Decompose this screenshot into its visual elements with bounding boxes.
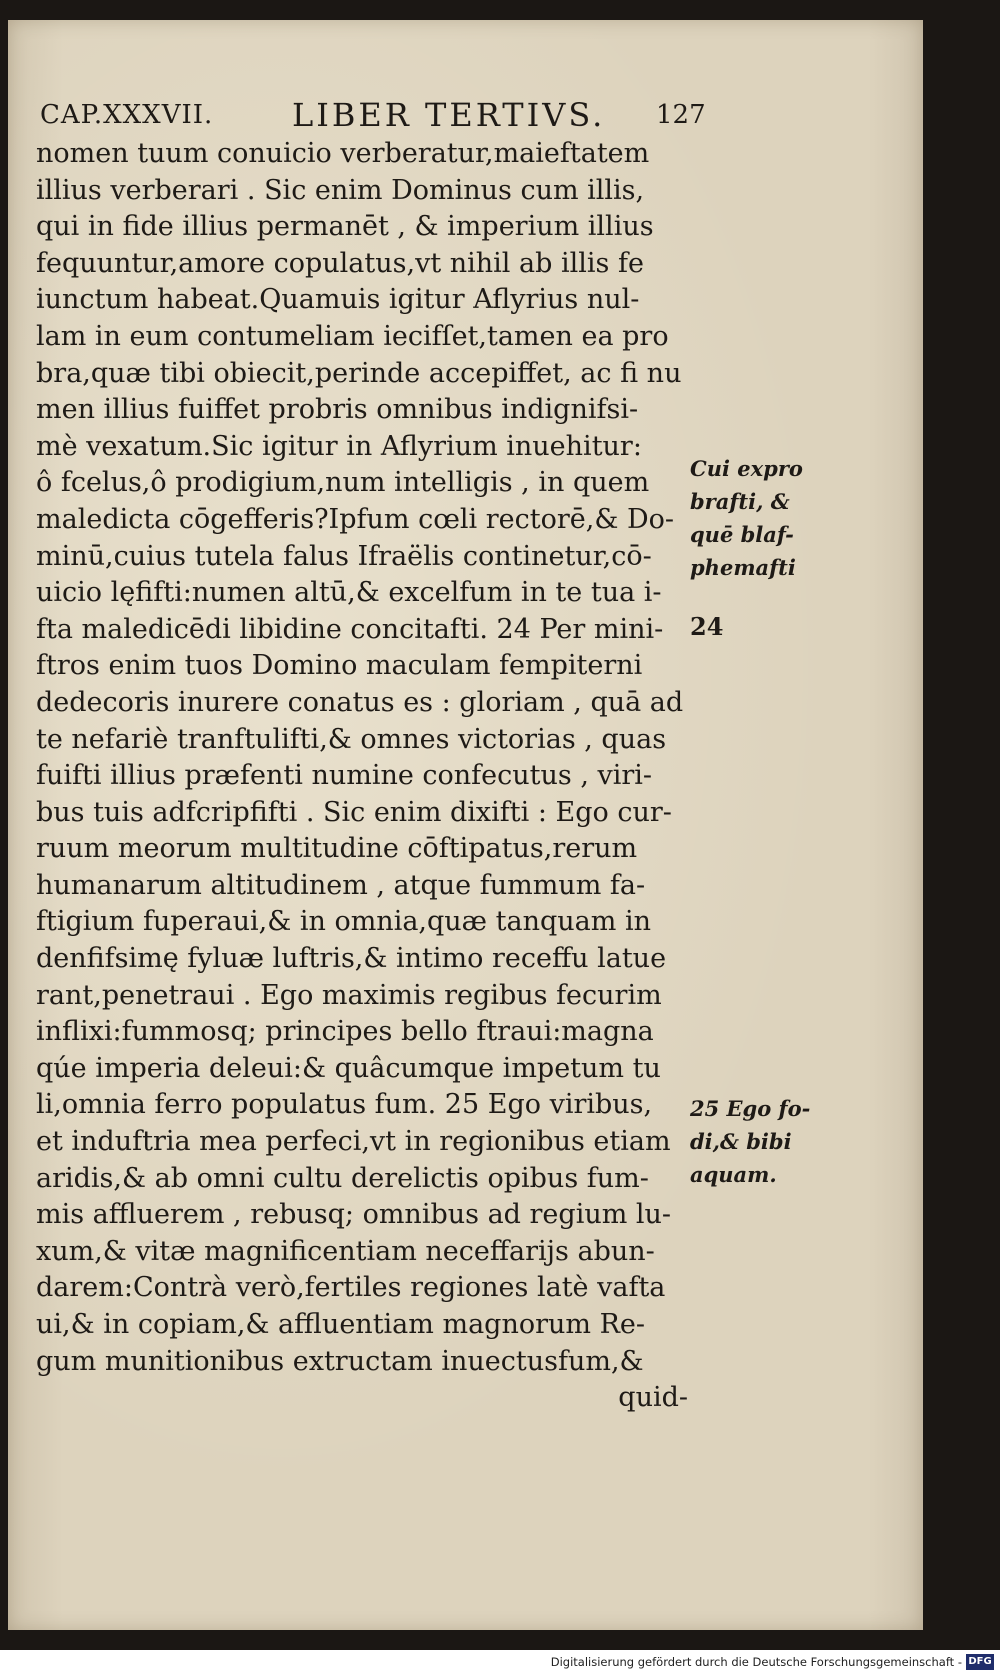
text-line: li,omnia ferro populatus fum. 25 Ego viribus,	[36, 1089, 653, 1121]
text-line: ruum meorum multitudine cōftipatus,rerum	[36, 833, 638, 865]
text-line: humanarum altitudinem , atque fummum fa-	[36, 869, 646, 901]
marginal-note-line: aquam.	[690, 1162, 777, 1187]
text-line: rant,penetraui . Ego maximis regibus fecurim	[36, 979, 662, 1011]
dfg-logo: DFG	[966, 1654, 994, 1670]
marginal-note-ego-fodi	[690, 1092, 810, 1191]
text-line: darem:Contrà verò,fertiles regiones latè vafta	[36, 1272, 666, 1304]
footer-credit: Digitalisierung gefördert durch die Deutsche Forschungsgemeinschaft -	[550, 1655, 962, 1669]
text-line: ftros enim tuos Domino maculam fempiterni	[36, 650, 643, 682]
chapter-label: CAP.XXXVII.	[40, 100, 214, 130]
book-page	[8, 20, 923, 1630]
running-header	[34, 96, 724, 136]
text-line: et induftria mea perfeci,vt in regionibus etiam	[36, 1126, 671, 1158]
text-line: men illius fuiffet probris omnibus indignifsi-	[36, 394, 639, 426]
marginal-note-verse-24	[690, 610, 723, 643]
text-line: qui in fide illius permanēt , & imperium illius	[36, 211, 654, 243]
text-line: te nefariè tranftulifti,& omnes victorias , quas	[36, 723, 667, 755]
text-line: illius verberari . Sic enim Dominus cum illis,	[36, 174, 645, 206]
marginal-note-line: di,& bibi	[690, 1129, 792, 1154]
text-line: bus tuis adfcripfifti . Sic enim dixifti : Ego cur-	[36, 796, 672, 828]
text-line: ftigium fuperaui,& in omnia,quæ tanquam in	[36, 906, 651, 938]
running-title: LIBER TERTIVS.	[292, 96, 606, 134]
text-line: aridis,& ab omni cultu derelictis opibus fum-	[36, 1162, 649, 1194]
text-line: ui,& in copiam,& affluentiam magnorum Re-	[36, 1309, 646, 1340]
text-line: xum,& vitæ magnificentiam neceffarijs abun-	[36, 1235, 655, 1267]
text-line: minū,cuius tutela falus Ifraëlis continetur,cō-	[36, 540, 652, 572]
text-line: denfifsimę fyluæ luftris,& intimo receffu latue	[36, 943, 667, 975]
text-line: fta maledicēdi libidine concitafti. 24 Per mini-	[36, 613, 664, 645]
marginal-note-line: 24	[690, 612, 724, 641]
main-text-block	[36, 136, 696, 1417]
text-line: gum munitionibus extructam inuectusfum,&	[36, 1345, 644, 1377]
text-line: uicio lęfifti:numen altū,& excelfum in te tua i-	[36, 577, 662, 609]
digitization-footer	[0, 1650, 1000, 1676]
text-line: fequuntur,amore copulatus,vt nihil ab illis fe	[36, 247, 644, 279]
text-line: lam in eum contumeliam iecifſet,tamen ea pro	[36, 320, 669, 352]
text-line: mis affluerem , rebusq; omnibus ad regium lu-	[36, 1199, 672, 1231]
text-line: inflixi:fummosq; principes bello ftraui:magna	[36, 1016, 654, 1048]
marginal-note-line: 25 Ego fo-	[690, 1096, 811, 1121]
text-line: dedecoris inurere conatus es : gloriam , quā ad	[36, 686, 684, 718]
text-line: bra,quæ tibi obiecit,perinde accepiffet, ac fi nu	[36, 357, 682, 389]
marginal-note-line: phemafti	[690, 555, 796, 580]
text-line: qúe imperia deleui:& quâcumque impetum tu	[36, 1052, 661, 1084]
text-line: nomen tuum conuicio verberatur,maieftatem	[36, 138, 650, 169]
text-line: ô fcelus,ô prodigium,num intelligis , in quem	[36, 467, 650, 499]
catchword: quid-	[618, 1382, 688, 1414]
page-number: 127	[656, 100, 706, 130]
text-line: maledicta cōgefferis?Ipfum cœli rectorē,& Do-	[36, 503, 674, 535]
text-line: fuifti illius præfenti numine confecutus , viri-	[36, 760, 653, 792]
text-line: mè vexatum.Sic igitur in Aflyrium inuehitur:	[36, 430, 642, 462]
marginal-note-line: Cui expro	[690, 456, 803, 481]
text-line: iunctum habeat.Quamuis igitur Aflyrius nul-	[36, 284, 640, 316]
marginal-note-line: brafti, &	[690, 489, 790, 514]
marginal-note-line: quē blaf-	[690, 522, 794, 547]
marginal-note-cui-exprobrasti	[690, 452, 803, 584]
